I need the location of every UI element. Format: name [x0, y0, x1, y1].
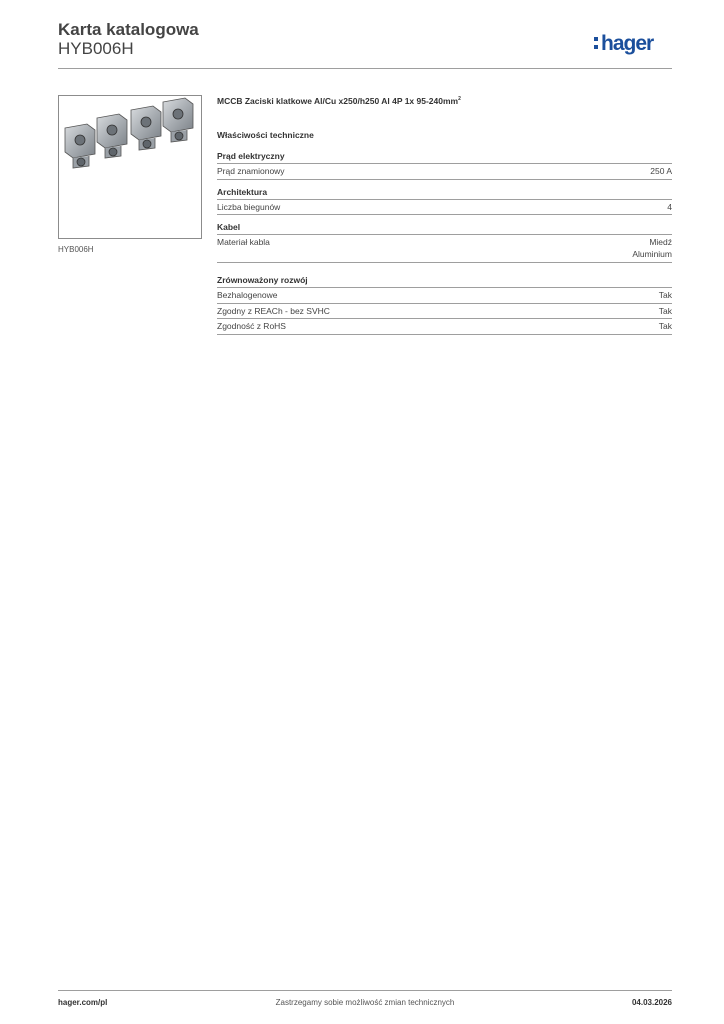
spec-value: Miedź: [649, 237, 672, 247]
website-link[interactable]: hager.com/pl: [58, 998, 108, 1007]
product-title-superscript: 2: [458, 96, 461, 103]
spec-group: [217, 222, 672, 263]
spec-value: Aluminium: [632, 248, 672, 259]
spec-row: [217, 319, 672, 335]
terminal-clamps-illustration: [59, 96, 201, 238]
document-title: Karta katalogowa: [58, 20, 199, 39]
spec-row: [217, 200, 672, 216]
hager-logo: [592, 28, 672, 58]
spec-value: 4: [667, 201, 672, 212]
spec-row: [217, 235, 672, 263]
product-title: [217, 96, 672, 112]
technical-properties-heading: Właściwości techniczne: [217, 130, 314, 140]
spec-value-list: [632, 237, 672, 260]
footer-divider: [58, 990, 672, 991]
product-details: [217, 96, 672, 335]
spec-value: Tak: [658, 305, 672, 316]
spec-label: Bezhalogenowe: [217, 290, 278, 300]
document-date: 04.03.2026: [631, 998, 672, 1007]
spec-group-title: Kabel: [217, 222, 672, 235]
page-header: [58, 20, 672, 70]
product-title-text: MCCB Zaciski klatkowe Al/Cu x250/h250 Al 4P 1x 95-240mm: [217, 96, 459, 106]
spec-value: 250 A: [650, 166, 672, 176]
spec-group-title: Prąd elektryczny: [217, 151, 672, 164]
spec-value: Tak: [658, 321, 672, 331]
svg-text:hager: hager: [601, 32, 654, 55]
spec-label: Zgodny z REACh - bez SVHC: [217, 305, 330, 316]
spec-group: [217, 275, 672, 335]
spec-group: [217, 151, 672, 180]
spec-label: Liczba biegunów: [217, 201, 281, 212]
product-code: HYB006H: [58, 39, 134, 58]
spec-group-title: Architektura: [217, 187, 672, 200]
product-image: [58, 95, 202, 239]
spec-group: [217, 187, 672, 216]
spec-label: Prąd znamionowy: [217, 166, 285, 176]
spec-value: Tak: [658, 290, 672, 300]
spec-row: [217, 164, 672, 180]
spec-label: Zgodność z RoHS: [217, 321, 286, 331]
spec-label: Materiał kabla: [217, 237, 270, 247]
spec-row: [217, 288, 672, 304]
spec-row: [217, 304, 672, 320]
disclaimer-text: Zastrzegamy sobie możliwość zmian technicznych: [275, 998, 455, 1007]
header-divider: [58, 68, 672, 69]
spec-group-title: Zrównoważony rozwój: [217, 275, 672, 288]
image-caption: HYB006H: [58, 245, 94, 254]
